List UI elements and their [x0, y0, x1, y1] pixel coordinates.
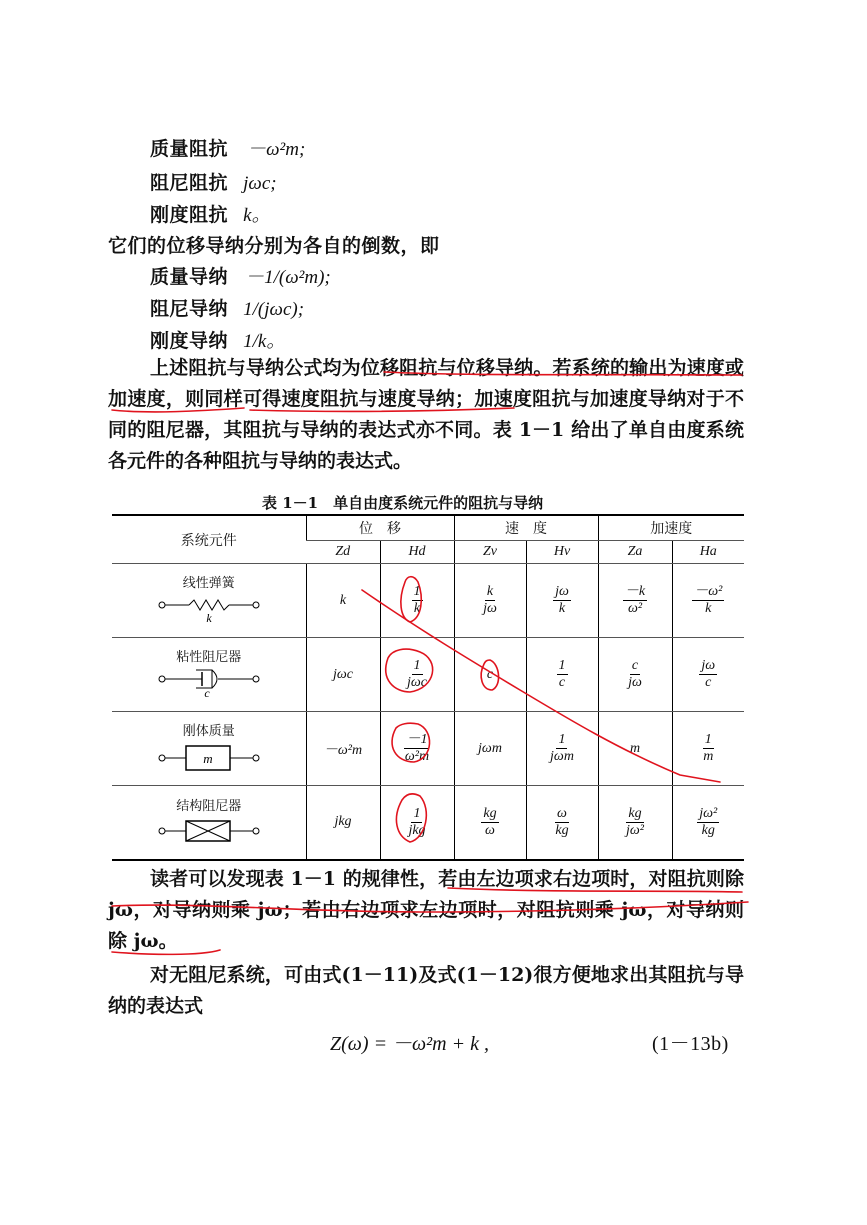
subheader-za: Za [598, 541, 672, 564]
damper-icon [154, 669, 264, 699]
cell-za: $\frac{-k}{\text{ω²}}$ [598, 564, 672, 638]
mass-admittance-label: 质量导纳 [150, 266, 229, 288]
mass-symbol-label: m [203, 750, 213, 766]
damping-impedance-formula: jωc; [243, 173, 277, 194]
component-cell [112, 786, 306, 860]
subheader-ha: Ha [672, 541, 744, 564]
mass-impedance-line [150, 134, 305, 161]
cell-hv: $\frac{1}{\text{jωm}}$ [526, 712, 598, 786]
mass-admittance-formula: －1/(ω²m); [245, 267, 331, 288]
cell-zv: jωm [454, 712, 526, 786]
cell-hv: $\frac{1}{c}$ [526, 638, 598, 712]
paragraph-undamped [108, 960, 744, 1022]
mass-impedance-label: 质量阻抗 [150, 138, 229, 160]
cell-zd: jωc [306, 638, 380, 712]
stiffness-impedance-label: 刚度阻抗 [150, 204, 229, 226]
cell-zv: $\frac{k}{j\omega}$ [454, 564, 526, 638]
damping-impedance-line [150, 168, 277, 195]
header-group-displacement: 位 移 [306, 515, 454, 541]
paragraph-impedance-types-text: 上述阻抗与导纳公式均为位移阻抗与位移导纳。若系统的输出为速度或加速度，则同样可得速度阻抗与速度导纳；加速度阻抗与加速度导纳对于不同的阻尼器，其阻抗与导纳的表达式亦不同。表 1－1 给出了单自由度系统各元件的各种阻抗与导纳的表达式。 [108, 357, 744, 472]
cell-za: $\frac{kg}{\text{jω²}}$ [598, 786, 672, 860]
paragraph-undamped-text: 对无阻尼系统，可由式(1－11)及式(1－12)很方便地求出其阻抗与导纳的表达式 [108, 964, 744, 1017]
component-cell [112, 564, 306, 638]
cell-zv: $\frac{kg}{\omega}$ [454, 786, 526, 860]
subheader-zd: Zd [306, 541, 380, 564]
mass-icon [154, 743, 264, 773]
cell-za: m [598, 712, 672, 786]
paragraph-impedance-types [108, 353, 744, 477]
table-caption: 表 1－1 单自由度系统元件的阻抗与导纳 [262, 494, 544, 512]
subheader-zv: Zv [454, 541, 526, 564]
subheader-hd: Hd [380, 541, 454, 564]
component-cell [112, 712, 306, 786]
damping-impedance-label: 阻尼阻抗 [150, 172, 229, 194]
cell-zv: c [454, 638, 526, 712]
cell-ha: $\frac{\text{－ω²}}{k}$ [672, 564, 744, 638]
cell-hd: $\frac{-1}{\text{ω²m}}$ [380, 712, 454, 786]
subheader-hv: Hv [526, 541, 598, 564]
cell-ha: $\frac{j\omega}{c}$ [672, 638, 744, 712]
cell-zd: －ω²m [306, 712, 380, 786]
mass-impedance-formula: －ω²m; [247, 139, 306, 160]
cell-zd: jkg [306, 786, 380, 860]
cell-ha: $\frac{1}{m}$ [672, 712, 744, 786]
impedance-table [112, 514, 744, 861]
paragraph-rule [108, 864, 744, 957]
table-row [112, 564, 744, 638]
damping-admittance-line [150, 294, 304, 321]
stiffness-impedance-line [150, 200, 271, 227]
component-name: 线性弹簧 [182, 575, 235, 591]
cell-hd: $\frac{1}{\text{jωc}}$ [380, 638, 454, 712]
spring-symbol-label: k [206, 610, 212, 625]
equation-formula: Z(ω) = －ω²m + k , [330, 1033, 489, 1055]
table-row [112, 712, 744, 786]
cell-za: $\frac{c}{j\omega}$ [598, 638, 672, 712]
table-row [112, 786, 744, 860]
stiffness-admittance-label: 刚度导纳 [150, 330, 229, 352]
component-name: 结构阻尼器 [176, 799, 242, 815]
cell-hv: $\frac{\omega}{kg}$ [526, 786, 598, 860]
cell-hd: $\frac{1}{\text{jkg}}$ [380, 786, 454, 860]
structural-damper-icon [154, 818, 264, 844]
damper-symbol-label: c [204, 685, 210, 699]
equation-number: (1－13b) [652, 1033, 729, 1055]
stiffness-impedance-formula: k。 [243, 205, 271, 226]
cell-hv: $\frac{j\omega}{k}$ [526, 564, 598, 638]
stiffness-admittance-formula: 1/k。 [243, 331, 286, 352]
damping-admittance-label: 阻尼导纳 [150, 298, 229, 320]
component-name: 刚体质量 [182, 723, 235, 739]
header-group-velocity: 速 度 [454, 515, 598, 541]
mass-admittance-line [150, 262, 331, 289]
stiffness-admittance-line [150, 326, 285, 353]
damping-admittance-formula: 1/(jωc); [243, 299, 305, 320]
header-component: 系统元件 [112, 515, 306, 564]
cell-hd: $\frac{1}{k}$ [380, 564, 454, 638]
paragraph-rule-text: 读者可以发现表 1－1 的规律性，若由左边项求右边项时，对阻抗则除 jω，对导纳则乘 jω；若由右边项求左边项时，对阻抗则乘 jω，对导纳则除 jω。 [108, 868, 744, 952]
header-group-acceleration: 加速度 [598, 515, 744, 541]
cell-zd: k [306, 564, 380, 638]
admittance-intro: 它们的位移导纳分别为各自的倒数，即 [108, 235, 440, 257]
cell-ha: $\frac{\text{jω²}}{kg}$ [672, 786, 744, 860]
component-name: 粘性阻尼器 [176, 649, 242, 665]
component-cell [112, 638, 306, 712]
spring-icon [154, 595, 264, 625]
table-row [112, 638, 744, 712]
